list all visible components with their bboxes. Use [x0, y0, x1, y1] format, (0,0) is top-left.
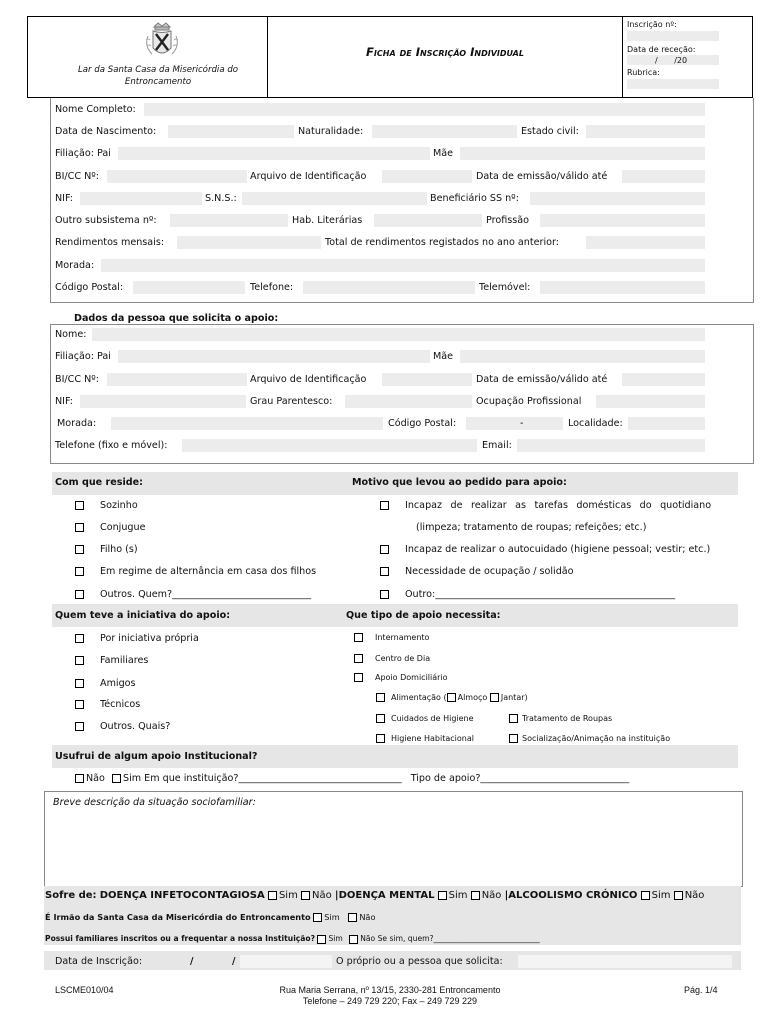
nif-label: NIF: — [55, 193, 74, 204]
option-label: Outro:__________________________________________________ — [405, 589, 676, 600]
mae-field[interactable] — [460, 147, 705, 160]
motivo-option-ocupacao[interactable] — [380, 565, 574, 578]
reside-heading: Com que reside: — [55, 477, 143, 488]
req-email-label: Email: — [482, 440, 512, 451]
checkbox-icon[interactable] — [112, 774, 121, 783]
req-ocupacao-label: Ocupação Profissional — [476, 396, 582, 407]
reside-option-conjugue[interactable] — [75, 521, 145, 534]
irmao-label: É Irmão da Santa Casa da Misericórdia do Entroncamento — [45, 912, 311, 922]
checkbox-icon[interactable] — [471, 891, 480, 900]
req-emissao-label: Data de emissão/válido até — [476, 374, 608, 385]
form-title: Ficha de Inscrição Individual — [366, 45, 524, 59]
inscricao-label: Inscrição nº: — [627, 20, 677, 29]
estado-civil-field[interactable] — [586, 125, 705, 138]
telemovel-label: Telemóvel: — [479, 282, 531, 293]
emissao-field[interactable] — [622, 170, 705, 183]
option-label: Internamento — [375, 633, 430, 642]
proprio-field[interactable] — [518, 955, 732, 968]
checkbox-icon[interactable] — [75, 545, 84, 554]
option-label: Incapaz de realizar o autocuidado (higiene pessoal; vestir; etc.) — [405, 544, 711, 555]
option-label: Amigos — [100, 678, 136, 689]
rendimentos-label: Rendimentos mensais: — [55, 237, 165, 248]
sns-label: S.N.S.: — [205, 193, 237, 204]
motivo-option-autocuidado[interactable] — [380, 543, 710, 556]
saude-row — [45, 889, 704, 902]
rendimentos-field[interactable] — [177, 236, 321, 249]
date-slash-2: / — [232, 956, 236, 967]
proprio-label: O próprio ou a pessoa que solicita: — [336, 956, 503, 967]
checkbox-icon[interactable] — [354, 673, 363, 682]
option-label: Não — [86, 773, 105, 784]
option-label: Sim — [328, 934, 343, 943]
morada-label: Morada: — [55, 260, 95, 271]
tipo-option-internamento[interactable] — [354, 631, 429, 644]
req-localidade-label: Localidade: — [568, 418, 623, 429]
checkbox-icon[interactable] — [674, 891, 683, 900]
irmao-row — [45, 911, 375, 924]
telemovel-field[interactable] — [540, 281, 705, 294]
req-morada-field[interactable] — [111, 417, 383, 430]
nif-field[interactable] — [80, 192, 202, 205]
alcool-label: |ALCOOLISMO CRÓNICO — [504, 890, 638, 901]
checkbox-icon[interactable] — [75, 567, 84, 576]
option-label: Conjugue — [100, 522, 146, 533]
rececao-date-slots: / /20 — [655, 56, 688, 65]
option-label: Centro de Dia — [375, 654, 431, 663]
req-morada-label: Morada: — [57, 418, 97, 429]
tipo-heading: Que tipo de apoio necessita: — [346, 610, 501, 621]
checkbox-icon[interactable] — [438, 891, 447, 900]
mae-label: Mãe — [433, 148, 454, 159]
subsistema-label: Outro subsistema nº: — [55, 215, 157, 226]
req-nome-label: Nome: — [55, 329, 87, 340]
req-emissao-field[interactable] — [622, 373, 705, 386]
req-pai-field[interactable] — [118, 350, 430, 363]
option-label: Filho (s) — [100, 544, 138, 555]
option-label: Outros. Quem?_____________________________ — [100, 589, 312, 600]
req-bi-field[interactable] — [107, 373, 247, 386]
bi-field[interactable] — [107, 170, 247, 183]
option-label: Não — [359, 912, 376, 922]
checkbox-icon[interactable] — [376, 714, 385, 723]
tipo-option-centro-dia[interactable] — [354, 652, 430, 665]
option-label: Incapaz de realizar as tarefas domésticas do quotidiano — [405, 500, 712, 511]
option-label: Não — [481, 890, 502, 901]
req-telefone-label: Telefone (fixo e móvel): — [55, 440, 168, 451]
reside-option-outros[interactable] — [75, 588, 311, 601]
option-label: Alimentação ( — [391, 693, 447, 702]
req-arquivo-field[interactable] — [382, 373, 472, 386]
date-slash-1: / — [190, 956, 194, 967]
option-label: Sim Em que instituição?__________________________________ — [123, 773, 402, 784]
sns-field[interactable] — [242, 192, 427, 205]
institucional-heading: Usufrui de algum apoio Institucional? — [55, 751, 258, 762]
arquivo-label: Arquivo de Identificação — [250, 171, 367, 182]
option-label: Apoio Domiciliário — [375, 673, 448, 682]
arquivo-field[interactable] — [382, 170, 472, 183]
pai-field[interactable] — [118, 147, 430, 160]
checkbox-icon[interactable] — [380, 545, 389, 554]
crest-logo — [140, 20, 184, 60]
checkbox-icon[interactable] — [75, 590, 84, 599]
checkbox-icon[interactable] — [354, 654, 363, 663]
option-label: Sim — [324, 912, 340, 922]
iniciativa-option-propria[interactable] — [75, 632, 199, 645]
checkbox-icon[interactable] — [447, 693, 456, 702]
inscricao-field[interactable] — [627, 31, 719, 41]
tipo-option-domiciliario[interactable] — [354, 671, 448, 684]
motivo-heading: Motivo que levou ao pedido para apoio: — [352, 477, 567, 488]
mental-label: |DOENÇA MENTAL — [334, 890, 435, 901]
option-label: Familiares — [100, 655, 149, 666]
nome-field[interactable] — [144, 103, 705, 116]
checkbox-icon[interactable] — [75, 634, 84, 643]
naturalidade-label: Naturalidade: — [298, 126, 364, 137]
req-nif-field[interactable] — [80, 395, 246, 408]
req-grau-label: Grau Parentesco: — [250, 396, 333, 407]
req-bi-label: BI/CC Nº: — [55, 374, 100, 385]
option-label: Não Se sim, quem?____________________________ — [360, 934, 540, 943]
reside-option-filhos[interactable] — [75, 543, 138, 556]
option-label: Tratamento de Roupas — [522, 714, 613, 723]
motivo-option-domesticas[interactable] — [380, 499, 711, 512]
req-grau-field[interactable] — [345, 395, 472, 408]
option-label: Socialização/Animação na instituição — [522, 734, 671, 743]
nascimento-label: Data de Nascimento: — [55, 126, 157, 137]
option-label: Não — [684, 890, 705, 901]
codigo-postal-field[interactable] — [133, 281, 245, 294]
reside-option-sozinho[interactable] — [75, 499, 138, 512]
checkbox-icon[interactable] — [75, 700, 84, 709]
checkbox-icon[interactable] — [75, 774, 84, 783]
option-label: Sim — [448, 890, 468, 901]
option-label: Outros. Quais? — [100, 721, 171, 732]
option-label: Técnicos — [100, 699, 141, 710]
morada-field[interactable] — [101, 259, 705, 272]
data-inscricao-year-field[interactable] — [240, 955, 332, 968]
hab-literarias-label: Hab. Literárias — [292, 215, 363, 226]
checkbox-icon[interactable] — [509, 734, 518, 743]
rubrica-label: Rubrica: — [627, 68, 660, 77]
checkbox-icon[interactable] — [75, 722, 84, 731]
telefone-label: Telefone: — [250, 282, 294, 293]
descricao-label: Breve descrição da situação sociofamiliar: — [53, 797, 256, 808]
req-ocupacao-field[interactable] — [596, 395, 705, 408]
iniciativa-option-amigos[interactable] — [75, 677, 136, 690]
tipo-option-roupas[interactable] — [509, 712, 612, 725]
checkbox-icon[interactable] — [354, 633, 363, 642]
sofre-label: Sofre de: — [45, 890, 97, 901]
checkbox-icon[interactable] — [75, 523, 84, 532]
req-mae-field[interactable] — [460, 350, 705, 363]
institution-name: Lar da Santa Casa da Misericórdia do Entroncamento — [77, 65, 239, 87]
option-label: Sim — [651, 890, 671, 901]
nascimento-field[interactable] — [168, 125, 294, 138]
motivo-item1-detail: (limpeza; tratamento de roupas; refeições; etc.) — [416, 522, 647, 533]
checkbox-icon[interactable] — [75, 501, 84, 510]
iniciativa-option-familiares[interactable] — [75, 654, 148, 667]
req-nif-label: NIF: — [55, 396, 74, 407]
req-nome-field[interactable] — [92, 328, 705, 341]
footer-address: Rua Maria Serrana, nº 13/15, 2330-281 Entroncamento — [279, 985, 501, 995]
codigo-postal-label: Código Postal: — [55, 282, 124, 293]
checkbox-icon[interactable] — [509, 714, 518, 723]
checkbox-icon[interactable] — [317, 935, 326, 944]
rubrica-field[interactable] — [627, 79, 719, 89]
data-inscricao-label: Data de Inscrição: — [55, 956, 143, 967]
total-rendimentos-label: Total de rendimentos registados no ano anterior: — [325, 237, 560, 248]
option-label: Necessidade de ocupação / solidão — [405, 566, 574, 577]
option-label: Sozinho — [100, 500, 138, 511]
form-code: LSCME010/04 — [55, 985, 114, 995]
req-cp-dash: - — [520, 418, 524, 429]
naturalidade-field[interactable] — [372, 125, 517, 138]
checkbox-icon[interactable] — [301, 891, 310, 900]
bi-label: BI/CC Nº: — [55, 171, 100, 182]
checkbox-icon[interactable] — [75, 679, 84, 688]
profissao-field[interactable] — [540, 214, 705, 227]
iniciativa-heading: Quem teve a iniciativa do apoio: — [55, 610, 231, 621]
option-label: Higiene Habitacional — [391, 734, 474, 743]
nome-label: Nome Completo: — [55, 104, 136, 115]
tipo-option-habitacional[interactable] — [376, 732, 474, 745]
option-label: Não — [312, 890, 332, 901]
req-arquivo-label: Arquivo de Identificação — [250, 374, 367, 385]
iniciativa-option-outros[interactable] — [75, 720, 170, 733]
subsistema-field[interactable] — [170, 214, 288, 227]
filiacao-pai-label: Filiação: Pai — [55, 148, 111, 159]
emissao-label: Data de emissão/válido até — [476, 171, 608, 182]
tipo-option-alimentacao[interactable] — [376, 691, 528, 704]
beneficiario-label: Beneficiário SS nº: — [430, 193, 519, 204]
estado-civil-label: Estado civil: — [521, 126, 579, 137]
checkbox-icon[interactable] — [380, 501, 389, 510]
header-divider-2 — [622, 16, 623, 97]
tipo-option-socializacao[interactable] — [509, 732, 670, 745]
req-cp-field[interactable] — [466, 417, 563, 430]
requester-heading: Dados da pessoa que solicita o apoio: — [74, 313, 279, 324]
req-mae-label: Mãe — [433, 351, 454, 362]
option-label: Jantar) — [500, 693, 528, 702]
reside-option-alternancia[interactable] — [75, 565, 316, 578]
checkbox-icon[interactable] — [75, 656, 84, 665]
tipo-option-cuidados[interactable] — [376, 712, 474, 725]
option-label: Em regime de alternância em casa dos filhos — [100, 566, 317, 577]
option-label: Por iniciativa própria — [100, 633, 199, 644]
checkbox-icon[interactable] — [376, 693, 385, 702]
total-rendimentos-field[interactable] — [586, 236, 705, 249]
tipo-apoio-label: Tipo de apoio?_______________________________ — [410, 773, 630, 784]
familiares-row — [45, 932, 540, 945]
familiares-label: Possui familiares inscritos ou a frequentar a nossa Instituição? — [45, 934, 316, 943]
iniciativa-option-tecnicos[interactable] — [75, 698, 140, 711]
checkbox-icon[interactable] — [313, 913, 322, 922]
checkbox-icon[interactable] — [380, 590, 389, 599]
telefone-field[interactable] — [303, 281, 475, 294]
checkbox-icon[interactable] — [376, 734, 385, 743]
option-label: Sim — [278, 890, 298, 901]
req-email-field[interactable] — [517, 439, 705, 452]
checkbox-icon[interactable] — [349, 935, 358, 944]
req-localidade-field[interactable] — [628, 417, 705, 430]
infeto-label: DOENÇA INFETOCONTAGIOSA — [99, 890, 265, 901]
beneficiario-field[interactable] — [530, 192, 705, 205]
req-filiacao-pai-label: Filiação: Pai — [55, 351, 111, 362]
motivo-option-outro[interactable] — [380, 588, 675, 601]
hab-literarias-field[interactable] — [374, 214, 482, 227]
req-telefone-field[interactable] — [182, 439, 477, 452]
req-cp-label: Código Postal: — [388, 418, 457, 429]
option-label: Almoço — [457, 693, 488, 702]
option-label: Cuidados de Higiene — [391, 714, 474, 723]
checkbox-icon[interactable] — [268, 891, 277, 900]
profissao-label: Profissão — [486, 215, 530, 226]
checkbox-icon[interactable] — [380, 567, 389, 576]
rececao-label: Data de receção: — [627, 45, 696, 54]
checkbox-icon[interactable] — [490, 693, 499, 702]
footer-phone: Telefone – 249 729 220; Fax – 249 729 229 — [302, 996, 478, 1006]
checkbox-icon[interactable] — [641, 891, 650, 900]
page-number: Pág. 1/4 — [684, 985, 718, 995]
institucional-row — [75, 772, 629, 785]
checkbox-icon[interactable] — [348, 913, 357, 922]
